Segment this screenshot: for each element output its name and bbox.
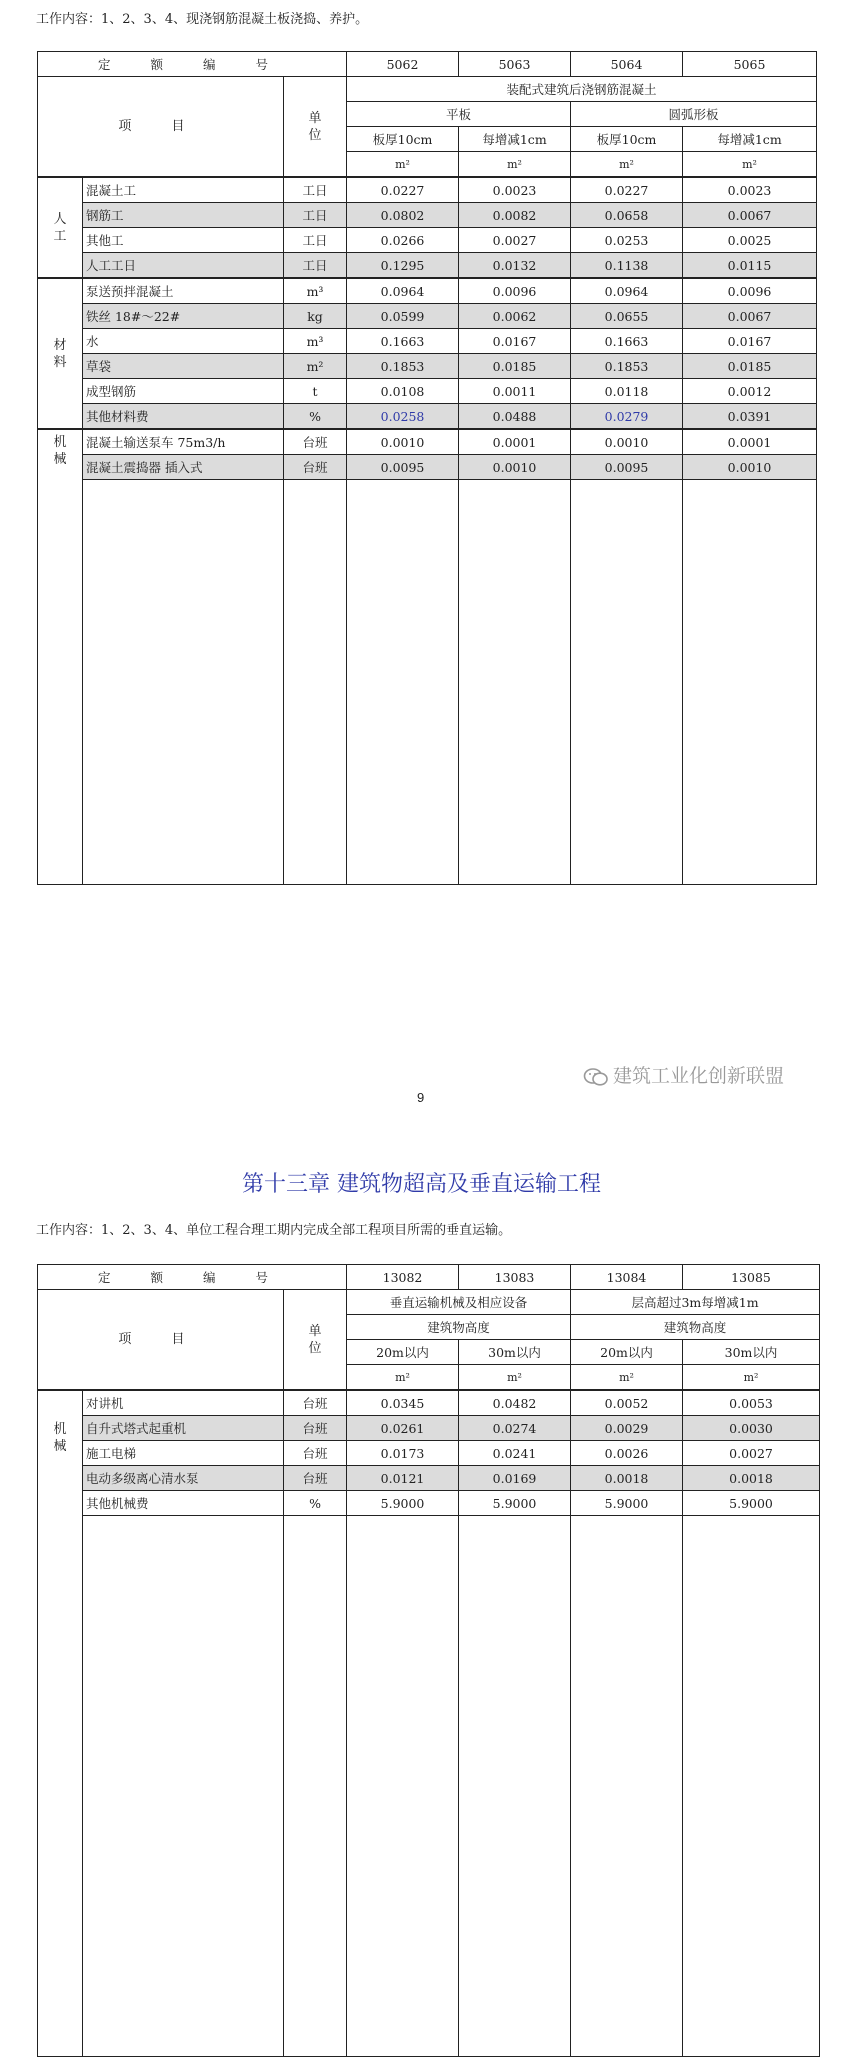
quota-table-2 <box>37 1264 820 2057</box>
value-cell: 0.0062 <box>459 304 571 329</box>
value-cell: 0.0012 <box>683 379 817 404</box>
value-cell: 0.0167 <box>459 329 571 354</box>
value-cell: 0.0027 <box>459 228 571 253</box>
chapter-title: 第十三章 建筑物超高及垂直运输工程 <box>242 1172 601 1197</box>
value-cell: 5.9000 <box>683 1491 820 1516</box>
blank-filler-row <box>38 1516 820 2057</box>
table-row <box>38 354 817 379</box>
code-cell: 13082 <box>347 1265 459 1290</box>
value-cell: 0.1663 <box>347 329 459 354</box>
value-cell: 0.0115 <box>683 253 817 279</box>
code-label: 定 额 编 号 <box>98 56 286 72</box>
item-unit: t <box>284 379 347 404</box>
page-number: 9 <box>417 1090 425 1105</box>
table-row <box>38 304 817 329</box>
col-unit: m² <box>459 152 571 178</box>
item-unit: 台班 <box>284 1466 347 1491</box>
table-row <box>38 1466 820 1491</box>
value-cell: 0.1853 <box>571 354 683 379</box>
value-cell: 0.0029 <box>571 1416 683 1441</box>
value-cell: 0.0802 <box>347 203 459 228</box>
value-cell: 0.1853 <box>347 354 459 379</box>
value-cell: 0.0121 <box>347 1466 459 1491</box>
item-name: 其他工 <box>83 228 284 253</box>
table-row <box>38 1390 820 1416</box>
value-cell: 0.0011 <box>459 379 571 404</box>
value-cell: 0.0023 <box>459 177 571 203</box>
table-row <box>38 253 817 279</box>
group-title: 层高超过3m每增减1m <box>571 1290 820 1315</box>
value-cell: 0.0026 <box>571 1441 683 1466</box>
value-cell: 0.0169 <box>459 1466 571 1491</box>
value-cell: 0.0261 <box>347 1416 459 1441</box>
col-head: 每增减1cm <box>683 127 817 152</box>
value-cell: 0.0018 <box>683 1466 820 1491</box>
category-label: 人工 <box>53 211 67 244</box>
value-cell: 0.0274 <box>459 1416 571 1441</box>
table-row <box>38 278 817 304</box>
item-name: 成型钢筋 <box>83 379 284 404</box>
item-unit: m² <box>284 354 347 379</box>
value-cell: 0.0173 <box>347 1441 459 1466</box>
work-content-2: 工作内容：1、2、3、4、单位工程合理工期内完成全部工程项目所需的垂直运输。 <box>36 1223 512 1238</box>
value-cell: 0.0391 <box>683 404 817 430</box>
value-cell: 0.0253 <box>571 228 683 253</box>
value-cell: 0.0025 <box>683 228 817 253</box>
item-name: 其他机械费 <box>83 1491 284 1516</box>
value-cell: 0.0279 <box>571 404 683 430</box>
item-unit: 台班 <box>284 455 347 480</box>
col-head: 20m以内 <box>347 1340 459 1365</box>
item-name: 草袋 <box>83 354 284 379</box>
item-name: 人工工日 <box>83 253 284 279</box>
value-cell: 0.0108 <box>347 379 459 404</box>
value-cell: 0.0082 <box>459 203 571 228</box>
item-name: 泵送预拌混凝土 <box>83 278 284 304</box>
code-cell: 13084 <box>571 1265 683 1290</box>
value-cell: 0.0030 <box>683 1416 820 1441</box>
category-label: 材料 <box>53 337 67 370</box>
table-row <box>38 1416 820 1441</box>
item-name: 对讲机 <box>83 1390 284 1416</box>
item-unit: 工日 <box>284 253 347 279</box>
col-head: 20m以内 <box>571 1340 683 1365</box>
unit-label: 单位 <box>308 110 322 143</box>
value-cell: 0.0655 <box>571 304 683 329</box>
item-unit: kg <box>284 304 347 329</box>
item-unit: 工日 <box>284 177 347 203</box>
code-cell: 13085 <box>683 1265 820 1290</box>
value-cell: 5.9000 <box>571 1491 683 1516</box>
table-row <box>38 404 817 430</box>
value-cell: 0.0132 <box>459 253 571 279</box>
code-cell: 5064 <box>571 52 683 77</box>
value-cell: 0.0010 <box>571 429 683 455</box>
value-cell: 0.0599 <box>347 304 459 329</box>
value-cell: 0.0096 <box>683 278 817 304</box>
table-row <box>38 228 817 253</box>
value-cell: 0.0023 <box>683 177 817 203</box>
item-name: 其他材料费 <box>83 404 284 430</box>
value-cell: 0.0658 <box>571 203 683 228</box>
sub-group: 圆弧形板 <box>571 102 817 127</box>
blank-filler-row <box>38 480 817 885</box>
col-head: 板厚10cm <box>571 127 683 152</box>
table-row <box>38 203 817 228</box>
item-name: 水 <box>83 329 284 354</box>
value-cell: 0.1663 <box>571 329 683 354</box>
item-unit: 台班 <box>284 1441 347 1466</box>
value-cell: 0.0167 <box>683 329 817 354</box>
watermark-text: 建筑工业化创新联盟 <box>613 1065 785 1087</box>
item-unit: 台班 <box>284 1390 347 1416</box>
value-cell: 0.0010 <box>683 455 817 480</box>
group-title: 垂直运输机械及相应设备 <box>347 1290 571 1315</box>
item-unit: m³ <box>284 278 347 304</box>
value-cell: 0.0227 <box>347 177 459 203</box>
value-cell: 0.0067 <box>683 203 817 228</box>
col-unit: m² <box>459 1365 571 1391</box>
sub-group: 建筑物高度 <box>347 1315 571 1340</box>
item-unit: % <box>284 404 347 430</box>
sub-group: 平板 <box>347 102 571 127</box>
col-head: 30m以内 <box>459 1340 571 1365</box>
value-cell: 0.0096 <box>459 278 571 304</box>
value-cell: 0.0227 <box>571 177 683 203</box>
item-name: 铁丝 18#～22# <box>83 304 284 329</box>
code-row <box>38 52 817 77</box>
item-unit: 工日 <box>284 203 347 228</box>
category-label: 机械 <box>53 1422 67 1454</box>
item-name: 混凝土输送泵车 75m3/h <box>83 429 284 455</box>
unit-label: 单位 <box>308 1323 322 1356</box>
table-row <box>38 1441 820 1466</box>
col-unit: m² <box>683 1365 820 1391</box>
sub-group: 建筑物高度 <box>571 1315 820 1340</box>
col-head: 板厚10cm <box>347 127 459 152</box>
value-cell: 0.0185 <box>459 354 571 379</box>
value-cell: 0.0010 <box>347 429 459 455</box>
value-cell: 0.0053 <box>683 1390 820 1416</box>
col-head: 每增减1cm <box>459 127 571 152</box>
value-cell: 0.0266 <box>347 228 459 253</box>
value-cell: 0.1295 <box>347 253 459 279</box>
code-row <box>38 1265 820 1290</box>
value-cell: 0.0095 <box>347 455 459 480</box>
value-cell: 0.0345 <box>347 1390 459 1416</box>
watermark <box>583 1061 784 1088</box>
value-cell: 0.0001 <box>459 429 571 455</box>
value-cell: 0.0067 <box>683 304 817 329</box>
item-unit: 工日 <box>284 228 347 253</box>
col-head: 30m以内 <box>683 1340 820 1365</box>
col-unit: m² <box>571 1365 683 1391</box>
value-cell: 0.0018 <box>571 1466 683 1491</box>
col-unit: m² <box>571 152 683 178</box>
value-cell: 0.0241 <box>459 1441 571 1466</box>
item-unit: m³ <box>284 329 347 354</box>
code-cell: 5065 <box>683 52 817 77</box>
code-cell: 5062 <box>347 52 459 77</box>
item-unit: 台班 <box>284 429 347 455</box>
item-name: 钢筋工 <box>83 203 284 228</box>
code-cell: 13083 <box>459 1265 571 1290</box>
value-cell: 5.9000 <box>459 1491 571 1516</box>
item-label: 项 目 <box>118 119 203 134</box>
table-row <box>38 455 817 480</box>
group-title: 装配式建筑后浇钢筋混凝土 <box>347 77 817 102</box>
value-cell: 0.0185 <box>683 354 817 379</box>
table-row <box>38 379 817 404</box>
value-cell: 0.0964 <box>347 278 459 304</box>
value-cell: 0.0118 <box>571 379 683 404</box>
value-cell: 0.0482 <box>459 1390 571 1416</box>
col-unit: m² <box>347 152 459 178</box>
col-unit: m² <box>683 152 817 178</box>
value-cell: 5.9000 <box>347 1491 459 1516</box>
item-name: 自升式塔式起重机 <box>83 1416 284 1441</box>
item-name: 混凝土震捣器 插入式 <box>83 455 284 480</box>
item-unit: % <box>284 1491 347 1516</box>
value-cell: 0.0001 <box>683 429 817 455</box>
value-cell: 0.0095 <box>571 455 683 480</box>
quota-table-1 <box>37 51 817 885</box>
category-label: 机械 <box>53 435 67 467</box>
col-unit: m² <box>347 1365 459 1391</box>
item-label: 项 目 <box>118 1332 203 1347</box>
value-cell: 0.0010 <box>459 455 571 480</box>
value-cell: 0.0052 <box>571 1390 683 1416</box>
item-name: 施工电梯 <box>83 1441 284 1466</box>
table-row <box>38 1491 820 1516</box>
value-cell: 0.0488 <box>459 404 571 430</box>
value-cell: 0.0964 <box>571 278 683 304</box>
table-row <box>38 329 817 354</box>
code-cell: 5063 <box>459 52 571 77</box>
table-row <box>38 429 817 455</box>
value-cell: 0.0258 <box>347 404 459 430</box>
wechat-icon <box>583 1067 609 1087</box>
item-name: 混凝土工 <box>83 177 284 203</box>
work-content-1: 工作内容：1、2、3、4、现浇钢筋混凝土板浇捣、养护。 <box>36 12 369 27</box>
value-cell: 0.1138 <box>571 253 683 279</box>
item-unit: 台班 <box>284 1416 347 1441</box>
code-label: 定 额 编 号 <box>98 1269 286 1285</box>
value-cell: 0.0027 <box>683 1441 820 1466</box>
item-name: 电动多级离心清水泵 <box>83 1466 284 1491</box>
table-row <box>38 177 817 203</box>
